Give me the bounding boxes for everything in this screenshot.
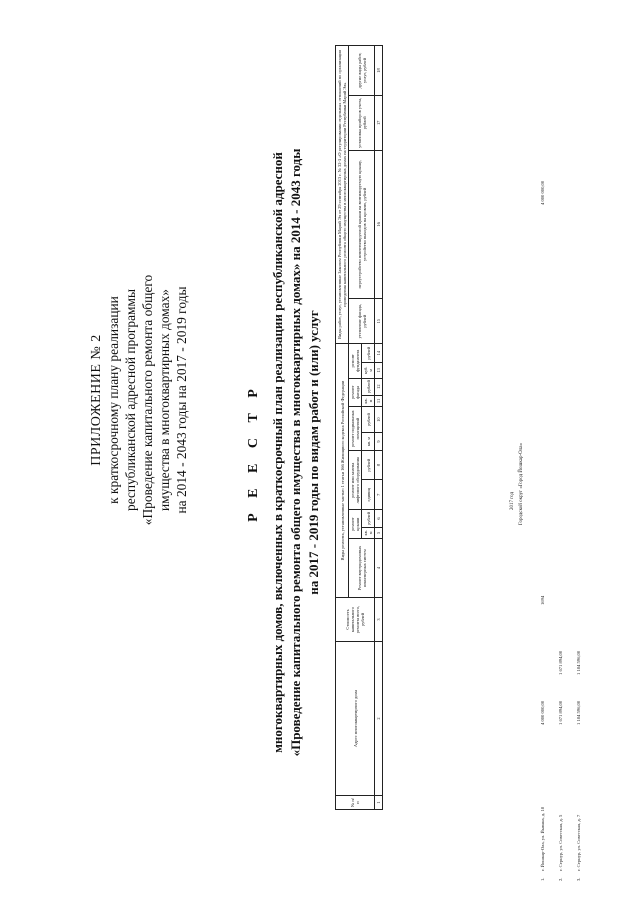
header-cost: Стоимость капитального ремонта всего, рублей	[336, 598, 375, 642]
register-line-3: на 2017 - 2019 годы по видам работ и (или) услуг	[306, 310, 321, 595]
appendix-title: ПРИЛОЖЕНИЕ № 2	[89, 334, 104, 466]
table-row-address: г. Йошкар-Ола, ул. Йывана, д. 18	[540, 806, 545, 871]
register-table	[335, 45, 383, 810]
unit-cell: рублей	[362, 344, 375, 363]
register-heading: Р Е Е С Т Р	[246, 383, 261, 522]
col-number: 9	[375, 432, 383, 450]
unit-cell: единиц	[362, 480, 375, 510]
appendix-block	[88, 250, 190, 550]
header-sub: установка приборов учета, рублей	[349, 96, 375, 150]
col-number: 14	[375, 344, 383, 363]
header-sub: ремонт крыши	[349, 510, 362, 539]
year-label: 2017 год	[510, 491, 515, 510]
header-group-2: Виды работ, услуг, установленные Законом Республики Марий Эл от 29 сентября 2013 г. № 32-З «О регулировании отдельных отношений по организации проведения капитального ремонта общего имущества в многоквартирных домах на территории Республики Марий Эл»	[336, 46, 349, 344]
register-line-2: «Проведение капитального ремонта общего имущества в многоквартирных домах» на 2014 - 2043 годы	[288, 148, 303, 757]
table-row-num: 2.	[558, 877, 563, 881]
unit-cell: рублей	[362, 451, 375, 480]
table-row-c4: 1 184 596,00	[576, 650, 581, 675]
col-number: 10	[375, 407, 383, 433]
appendix-line: к краткосрочному плану реализации	[106, 296, 121, 504]
col-number: 12	[375, 378, 383, 395]
header-sub: ремонт подвальных помещений	[349, 407, 362, 451]
header-address: Адрес многоквартирного дома	[336, 642, 375, 796]
col-number: 5	[375, 527, 383, 538]
unit-cell: рублей	[362, 378, 375, 395]
table-row-c17: 4 000 000,00	[540, 180, 545, 205]
appendix-line: «Проведение капитального ремонта общего	[140, 274, 155, 526]
header-sub: другие виды работ, услуг, рублей	[349, 46, 375, 96]
header-sub: Ремонт внутридомовых инженерных систем	[349, 539, 375, 598]
table-row-c5: 1694	[540, 595, 545, 605]
appendix-line: республиканской адресной программы	[123, 289, 138, 511]
unit-cell: куб. м	[362, 363, 375, 378]
appendix-line: на 2014 - 2043 годы на 2017 - 2019 годы	[174, 286, 189, 514]
col-number: 15	[375, 299, 383, 344]
header-sub: утепление фасада, рублей	[349, 299, 375, 344]
appendix-line: имущества в многоквартирных домах»	[157, 288, 172, 512]
col-number: 8	[375, 451, 383, 480]
col-number: 11	[375, 395, 383, 406]
table-row-num: 1.	[540, 877, 545, 881]
col-number: 13	[375, 363, 383, 378]
table-row-total: 4 000 000,00	[540, 700, 545, 725]
col-number: 18	[375, 46, 383, 96]
unit-cell: рублей	[362, 407, 375, 433]
table-row-total: 1 184 596,00	[576, 700, 581, 725]
table-row-address: г. Сернур, ул. Советская, д. 7	[576, 814, 581, 871]
col-number: 1	[375, 796, 383, 810]
header-sub: переустройство невентилируемой крыши на вентилируемую крышу, устройство выходов на кровлю, рублей	[349, 150, 375, 299]
col-number: 2	[375, 642, 383, 796]
col-number: 7	[375, 480, 383, 510]
col-number: 17	[375, 96, 383, 150]
table-row-num: 3.	[576, 877, 581, 881]
table-row-address: г. Сернур, ул. Советская, д. 5	[558, 814, 563, 871]
col-number: 6	[375, 510, 383, 527]
header-group-1: Виды ремонта, установленные частью 1 статьи 166 Жилищного кодекса Российской Федерации	[336, 344, 349, 598]
unit-cell: кв. м	[362, 527, 375, 538]
unit-cell: кв. м	[362, 395, 375, 406]
register-line-1: многоквартирных домов, включенных в краткосрочный план реализации республиканской адресной	[270, 152, 285, 753]
header-sub: ремонт фасада	[349, 378, 362, 407]
district-label: Городской округ «Город Йошкар-Ола»	[519, 443, 524, 525]
col-number: 4	[375, 539, 383, 598]
header-sub: ремонт или замена лифтового оборудования	[349, 451, 362, 510]
col-number: 3	[375, 598, 383, 642]
table-row-c4: 1 671 894,00	[558, 650, 563, 675]
header-sub: ремонт фундамента	[349, 344, 362, 378]
col-number: 16	[375, 150, 383, 299]
header-num: № п/п	[336, 796, 375, 810]
unit-cell: рублей	[362, 510, 375, 527]
unit-cell: кв. м	[362, 432, 375, 450]
table-row-total: 1 671 894,00	[558, 700, 563, 725]
